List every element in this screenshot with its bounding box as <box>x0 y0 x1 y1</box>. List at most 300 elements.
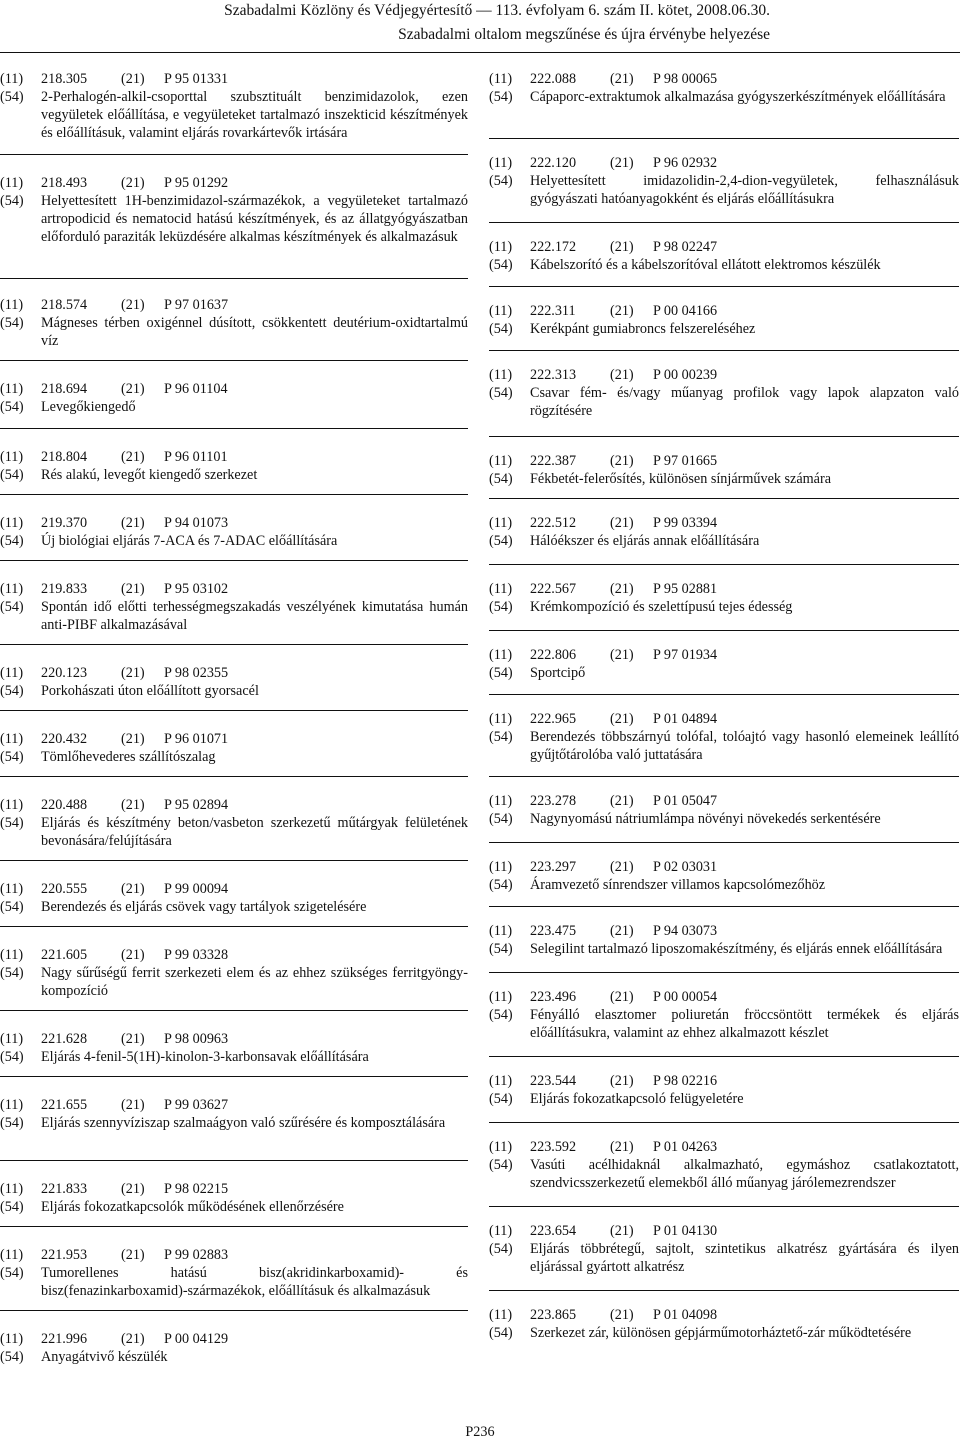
code-21-label: (21) <box>121 71 145 87</box>
patent-title: Vasúti acélhidaknál alkalmazható, egymáshoz csatlakoztatott, szendvicsszerkezetű elemekből álló műanyag járólemezrendszer <box>530 1157 959 1191</box>
patent-title: Eljárás fokozatkapcsolók működésének ellenőrzésére <box>41 1199 344 1215</box>
page-header <box>0 0 960 60</box>
entry-title-row <box>0 1114 468 1132</box>
patent-entry <box>489 1306 959 1342</box>
code-11-label: (11) <box>489 1307 513 1323</box>
code-21-label: (21) <box>610 1073 634 1089</box>
application-number: P 94 03073 <box>653 923 718 939</box>
patent-title: Új biológiai eljárás 7-ACA és 7-ADAC előállítására <box>41 533 338 549</box>
code-54-label: (54) <box>0 1049 24 1065</box>
patent-number: 219.370 <box>41 515 88 531</box>
patent-title: Eljárás 4-fenil-5(1H)-kinolon-3-karbonsavak előállítására <box>41 1049 369 1065</box>
patent-number: 223.654 <box>530 1223 577 1239</box>
application-number: P 96 01104 <box>164 381 228 397</box>
code-21-label: (21) <box>610 647 634 663</box>
code-11-label: (11) <box>0 449 24 465</box>
code-54-label: (54) <box>489 533 513 549</box>
patent-title: Berendezés többszárnyú tolófal, tolóajtó vagy hasonló elemeinek leállító gyűjtőtárolóba való juttatására <box>530 729 959 763</box>
entry-numbers <box>0 70 468 88</box>
application-number: P 99 03394 <box>653 515 718 531</box>
patent-title: Anyagátvivő készülék <box>41 1349 168 1365</box>
application-number: P 01 04098 <box>653 1307 718 1323</box>
code-11-label: (11) <box>489 1223 513 1239</box>
application-number: P 95 02881 <box>653 581 718 597</box>
entry-separator <box>489 436 959 437</box>
entry-title-row <box>489 728 959 764</box>
entry-numbers <box>0 664 468 682</box>
entry-title-row <box>489 1156 959 1192</box>
entry-numbers <box>0 296 468 314</box>
patent-number: 220.432 <box>41 731 88 747</box>
patent-number: 221.833 <box>41 1181 88 1197</box>
entry-title-row <box>489 876 959 894</box>
application-number: P 98 00065 <box>653 71 718 87</box>
entry-numbers <box>0 580 468 598</box>
entry-separator <box>0 278 468 279</box>
patent-number: 222.120 <box>530 155 577 171</box>
entry-separator <box>0 360 468 361</box>
code-11-label: (11) <box>489 1073 513 1089</box>
entry-separator <box>489 498 959 499</box>
application-number: P 98 02247 <box>653 239 718 255</box>
entry-separator <box>0 428 468 429</box>
entry-title-row <box>489 940 959 958</box>
entry-separator <box>0 560 468 561</box>
code-21-label: (21) <box>121 1031 145 1047</box>
application-number: P 98 02355 <box>164 665 229 681</box>
entry-title-row <box>489 88 959 106</box>
entry-separator <box>0 1010 468 1011</box>
code-11-label: (11) <box>0 297 24 313</box>
patent-title: Nagynyomású nátriumlámpa növényi növekedés serkentésére <box>530 811 881 827</box>
patent-number: 221.953 <box>41 1247 88 1263</box>
code-21-label: (21) <box>610 453 634 469</box>
code-54-label: (54) <box>489 385 513 401</box>
code-54-label: (54) <box>489 1091 513 1107</box>
patent-number: 221.996 <box>41 1331 88 1347</box>
entry-title-row <box>0 814 468 850</box>
code-11-label: (11) <box>489 303 513 319</box>
code-54-label: (54) <box>489 321 513 337</box>
application-number: P 00 00239 <box>653 367 718 383</box>
patent-number: 220.123 <box>41 665 88 681</box>
code-11-label: (11) <box>0 1031 24 1047</box>
entry-title-row <box>0 598 468 634</box>
entry-title-row <box>0 88 468 142</box>
patent-number: 218.305 <box>41 71 88 87</box>
code-54-label: (54) <box>489 941 513 957</box>
code-21-label: (21) <box>121 581 145 597</box>
patent-entry <box>0 946 468 1000</box>
code-21-label: (21) <box>610 155 634 171</box>
code-21-label: (21) <box>121 1247 145 1263</box>
code-21-label: (21) <box>121 449 145 465</box>
entry-title-row <box>0 682 468 700</box>
code-21-label: (21) <box>121 947 145 963</box>
patent-number: 222.965 <box>530 711 577 727</box>
code-21-label: (21) <box>610 1223 634 1239</box>
entry-separator <box>489 1122 959 1123</box>
patent-title: Eljárás többrétegű, sajtolt, szintetikus alkatrész gyártására és ilyen eljárással gyártott alkatrész <box>530 1241 959 1275</box>
patent-title: Helyettesített 1H-benzimidazol-származékok, a vegyületeket tartalmazó artropodicid és nematocid hatású készítmények, és az állatgyógyászatban előforduló paraziták leküzdésére alkalmas készítmények és alkalmazásuk <box>41 193 468 245</box>
code-54-label: (54) <box>0 315 24 331</box>
patent-number: 222.512 <box>530 515 577 531</box>
code-54-label: (54) <box>0 1115 24 1131</box>
application-number: P 95 02894 <box>164 797 229 813</box>
entry-numbers <box>489 710 959 728</box>
code-54-label: (54) <box>489 811 513 827</box>
patent-number: 221.628 <box>41 1031 88 1047</box>
entry-separator <box>0 1226 468 1227</box>
patent-title: Csavar fém- és/vagy műanyag profilok vagy lapok alapzaton való rögzítésére <box>530 385 959 419</box>
code-11-label: (11) <box>0 515 24 531</box>
code-54-label: (54) <box>0 815 24 831</box>
patent-entry <box>489 988 959 1042</box>
entry-numbers <box>489 580 959 598</box>
code-21-label: (21) <box>121 1181 145 1197</box>
code-21-label: (21) <box>121 381 145 397</box>
code-54-label: (54) <box>0 89 24 105</box>
patent-entry <box>0 380 468 416</box>
entry-title-row <box>0 1198 468 1216</box>
code-21-label: (21) <box>121 515 145 531</box>
application-number: P 96 01071 <box>164 731 229 747</box>
code-54-label: (54) <box>0 1199 24 1215</box>
entry-numbers <box>489 514 959 532</box>
application-number: P 01 04263 <box>653 1139 718 1155</box>
code-54-label: (54) <box>0 1265 24 1281</box>
entry-separator <box>0 154 468 155</box>
code-54-label: (54) <box>489 599 513 615</box>
patent-title: Sportcipő <box>530 665 586 681</box>
patent-number: 222.806 <box>530 647 577 663</box>
entry-separator <box>489 906 959 907</box>
patent-entry <box>489 514 959 550</box>
code-21-label: (21) <box>610 859 634 875</box>
patent-number: 222.311 <box>530 303 576 319</box>
patent-title: 2-Perhalogén-alkil-csoporttal szubsztituált benzimidazolok, ezen vegyületek előállítása, e vegyületeket tartalmazó inszekticid készítmények és előállításuk, valamint eljárás rovarkártevők irtására <box>41 89 468 141</box>
code-54-label: (54) <box>489 729 513 745</box>
patent-entry <box>489 1138 959 1192</box>
patent-entry <box>489 238 959 274</box>
code-54-label: (54) <box>489 1325 513 1341</box>
entry-separator <box>489 630 959 631</box>
code-11-label: (11) <box>0 1331 24 1347</box>
code-11-label: (11) <box>489 859 513 875</box>
code-21-label: (21) <box>121 797 145 813</box>
entry-title-row <box>0 1348 468 1366</box>
entry-title-row <box>489 598 959 616</box>
entry-title-row <box>489 664 959 682</box>
code-54-label: (54) <box>489 1157 513 1173</box>
code-54-label: (54) <box>0 965 24 981</box>
code-21-label: (21) <box>610 367 634 383</box>
patent-title: Mágneses térben oxigénnel dúsított, csökkentett deutérium-oxidtartalmú víz <box>41 315 468 349</box>
code-54-label: (54) <box>489 89 513 105</box>
entry-title-row <box>489 172 959 208</box>
patent-title: Kerékpánt gumiabroncs felszereléséhez <box>530 321 756 337</box>
entry-title-row <box>489 532 959 550</box>
patent-entry <box>489 858 959 894</box>
entry-numbers <box>489 646 959 664</box>
application-number: P 00 04166 <box>653 303 718 319</box>
code-11-label: (11) <box>489 581 513 597</box>
entry-separator <box>489 222 959 223</box>
code-11-label: (11) <box>0 175 24 191</box>
entry-title-row <box>489 1324 959 1342</box>
entry-separator <box>489 1290 959 1291</box>
patent-title: Kábelszorító és a kábelszorítóval ellátott elektromos készülék <box>530 257 881 273</box>
entry-title-row <box>0 466 468 484</box>
code-11-label: (11) <box>489 647 513 663</box>
patent-entry <box>489 710 959 764</box>
entry-numbers <box>489 1306 959 1324</box>
patent-number: 222.088 <box>530 71 577 87</box>
patent-entry <box>489 646 959 682</box>
entry-title-row <box>0 1048 468 1066</box>
entry-separator <box>0 710 468 711</box>
patent-number: 223.297 <box>530 859 577 875</box>
entry-numbers <box>489 1072 959 1090</box>
patent-title: Áramvezető sínrendszer villamos kapcsolómezőhöz <box>530 877 826 893</box>
entry-title-row <box>489 470 959 488</box>
application-number: P 95 01292 <box>164 175 229 191</box>
entry-numbers <box>0 448 468 466</box>
entry-separator <box>0 926 468 927</box>
code-54-label: (54) <box>0 533 24 549</box>
patent-entry <box>0 1330 468 1366</box>
patent-entry <box>489 922 959 958</box>
section-title: Szabadalmi oltalom megszűnése és újra érvénybe helyezése <box>398 26 770 43</box>
header-rule <box>0 52 960 53</box>
patent-number: 218.493 <box>41 175 88 191</box>
patent-title: Fékbetét-felerősítés, különösen sínjárművek számára <box>530 471 831 487</box>
code-21-label: (21) <box>610 71 634 87</box>
entry-separator <box>489 842 959 843</box>
patent-title: Krémkompozíció és szelettípusú tejes édesség <box>530 599 793 615</box>
patent-entry <box>0 796 468 850</box>
code-11-label: (11) <box>489 793 513 809</box>
patent-title: Eljárás fokozatkapcsoló felügyeletére <box>530 1091 744 1107</box>
code-11-label: (11) <box>489 367 513 383</box>
application-number: P 99 03627 <box>164 1097 229 1113</box>
entry-separator <box>0 1076 468 1077</box>
code-11-label: (11) <box>489 989 513 1005</box>
code-21-label: (21) <box>610 1307 634 1323</box>
entry-title-row <box>489 1006 959 1042</box>
patent-title: Rés alakú, levegőt kiengedő szerkezet <box>41 467 258 483</box>
code-54-label: (54) <box>0 749 24 765</box>
entry-numbers <box>0 1180 468 1198</box>
patent-entry <box>489 452 959 488</box>
code-21-label: (21) <box>121 1331 145 1347</box>
entry-numbers <box>0 380 468 398</box>
patent-number: 221.605 <box>41 947 88 963</box>
patent-entry <box>0 1096 468 1132</box>
patent-number: 223.496 <box>530 989 577 1005</box>
application-number: P 02 03031 <box>653 859 718 875</box>
patent-entry <box>489 366 959 420</box>
entry-title-row <box>0 398 468 416</box>
patent-title: Spontán idő előtti terhességmegszakadás veszélyének kimutatása humán anti-PIBF alkalmazásával <box>41 599 468 633</box>
patent-number: 218.694 <box>41 381 88 397</box>
entry-separator <box>489 138 959 139</box>
patent-title: Fényálló elasztomer poliuretán fröccsöntött termékek és eljárás előállításukra, valamint az ehhez alkalmazott készlet <box>530 1007 959 1041</box>
code-54-label: (54) <box>0 467 24 483</box>
application-number: P 95 03102 <box>164 581 229 597</box>
code-11-label: (11) <box>0 947 24 963</box>
application-number: P 01 05047 <box>653 793 718 809</box>
code-11-label: (11) <box>0 1097 24 1113</box>
entry-numbers <box>0 514 468 532</box>
patent-number: 222.172 <box>530 239 577 255</box>
patent-number: 222.387 <box>530 453 577 469</box>
code-11-label: (11) <box>489 515 513 531</box>
entry-title-row <box>0 1264 468 1300</box>
code-21-label: (21) <box>610 303 634 319</box>
code-54-label: (54) <box>0 899 24 915</box>
code-21-label: (21) <box>610 923 634 939</box>
patent-number: 221.655 <box>41 1097 88 1113</box>
patent-entry <box>489 580 959 616</box>
entry-numbers <box>489 302 959 320</box>
entry-numbers <box>0 880 468 898</box>
code-54-label: (54) <box>489 1241 513 1257</box>
entry-title-row <box>0 898 468 916</box>
code-11-label: (11) <box>0 731 24 747</box>
code-54-label: (54) <box>0 399 24 415</box>
application-number: P 98 02216 <box>653 1073 718 1089</box>
patent-title: Hálóékszer és eljárás annak előállítására <box>530 533 760 549</box>
patent-entry <box>0 880 468 916</box>
patent-title: Helyettesített imidazolidin-2,4-dion-vegyületek, felhasználásuk gyógyászati hatóanyagokként és eljárás előállításukra <box>530 173 959 207</box>
patent-number: 218.574 <box>41 297 88 313</box>
code-54-label: (54) <box>489 1007 513 1023</box>
code-54-label: (54) <box>0 193 24 209</box>
code-21-label: (21) <box>610 581 634 597</box>
code-21-label: (21) <box>610 711 634 727</box>
patent-title: Nagy sűrűségű ferrit szerkezeti elem és az ehhez szükséges ferritgyöngy-kompozíció <box>41 965 468 999</box>
page-number: P236 <box>465 1424 495 1440</box>
patent-entry <box>489 792 959 828</box>
entry-separator <box>489 972 959 973</box>
patent-title: Cápaporc-extraktumok alkalmazása gyógyszerkészítmények előállítására <box>530 89 946 105</box>
code-21-label: (21) <box>121 881 145 897</box>
code-54-label: (54) <box>0 683 24 699</box>
patent-title: Selegilint tartalmazó liposzomakészítmény, és eljárás ennek előállítására <box>530 941 943 957</box>
entry-numbers <box>0 1246 468 1264</box>
code-11-label: (11) <box>0 1247 24 1263</box>
patent-number: 222.313 <box>530 367 577 383</box>
patent-number: 222.567 <box>530 581 577 597</box>
patent-number: 223.865 <box>530 1307 577 1323</box>
patent-title: Levegőkiengedő <box>41 399 136 415</box>
entry-numbers <box>0 1330 468 1348</box>
patent-entry <box>0 1180 468 1216</box>
application-number: P 00 04129 <box>164 1331 229 1347</box>
patent-entry <box>489 70 959 106</box>
code-21-label: (21) <box>121 1097 145 1113</box>
entry-separator <box>0 860 468 861</box>
entry-numbers <box>489 922 959 940</box>
entry-separator <box>489 1206 959 1207</box>
entry-separator <box>0 494 468 495</box>
code-11-label: (11) <box>489 155 513 171</box>
patent-entry <box>489 154 959 208</box>
patent-entry <box>489 302 959 338</box>
code-11-label: (11) <box>489 453 513 469</box>
patent-title: Eljárás és készítmény beton/vasbeton szerkezetű műtárgyak felületének bevonására/felújítására <box>41 815 468 849</box>
code-11-label: (11) <box>489 923 513 939</box>
entry-separator <box>489 694 959 695</box>
entry-numbers <box>489 858 959 876</box>
entry-title-row <box>0 964 468 1000</box>
entry-title-row <box>0 532 468 550</box>
entry-numbers <box>489 154 959 172</box>
code-11-label: (11) <box>489 71 513 87</box>
code-11-label: (11) <box>0 71 24 87</box>
entry-title-row <box>0 314 468 350</box>
application-number: P 99 02883 <box>164 1247 229 1263</box>
code-54-label: (54) <box>0 1349 24 1365</box>
application-number: P 01 04130 <box>653 1223 718 1239</box>
patent-number: 218.804 <box>41 449 88 465</box>
entry-numbers <box>489 238 959 256</box>
code-11-label: (11) <box>0 581 24 597</box>
application-number: P 00 00054 <box>653 989 718 1005</box>
code-21-label: (21) <box>121 665 145 681</box>
code-21-label: (21) <box>121 731 145 747</box>
entry-numbers <box>489 1138 959 1156</box>
patent-entry <box>0 730 468 766</box>
code-21-label: (21) <box>610 989 634 1005</box>
patent-title: Tömlőhevederes szállítószalag <box>41 749 216 765</box>
application-number: P 97 01665 <box>653 453 718 469</box>
code-54-label: (54) <box>489 257 513 273</box>
patent-title: Tumorellenes hatású bisz(akridinkarboxamid)- és bisz(fenazinkarboxamid)-származékok, előállításuk és alkalmazásuk <box>41 1265 468 1299</box>
entry-separator <box>0 1160 468 1161</box>
code-21-label: (21) <box>121 175 145 191</box>
entry-numbers <box>489 1222 959 1240</box>
entry-title-row <box>489 1240 959 1276</box>
application-number: P 94 01073 <box>164 515 229 531</box>
code-54-label: (54) <box>489 665 513 681</box>
code-11-label: (11) <box>489 1139 513 1155</box>
entry-title-row <box>489 256 959 274</box>
application-number: P 98 00963 <box>164 1031 229 1047</box>
entry-numbers <box>489 70 959 88</box>
entry-title-row <box>0 748 468 766</box>
entry-separator <box>489 776 959 777</box>
entry-separator <box>0 1310 468 1311</box>
patent-number: 219.833 <box>41 581 88 597</box>
code-21-label: (21) <box>610 239 634 255</box>
application-number: P 97 01934 <box>653 647 718 663</box>
application-number: P 99 00094 <box>164 881 229 897</box>
application-number: P 98 02215 <box>164 1181 229 1197</box>
code-11-label: (11) <box>489 239 513 255</box>
patent-number: 220.555 <box>41 881 88 897</box>
patent-title: Eljárás szennyvíziszap szalmaágyon való szűrésére és komposztálására <box>41 1115 446 1131</box>
code-11-label: (11) <box>489 711 513 727</box>
entry-separator <box>0 776 468 777</box>
patent-entry <box>0 514 468 550</box>
entry-numbers <box>0 1096 468 1114</box>
entry-title-row <box>489 384 959 420</box>
patent-entry <box>0 664 468 700</box>
entry-separator <box>489 564 959 565</box>
patent-entry <box>489 1222 959 1276</box>
